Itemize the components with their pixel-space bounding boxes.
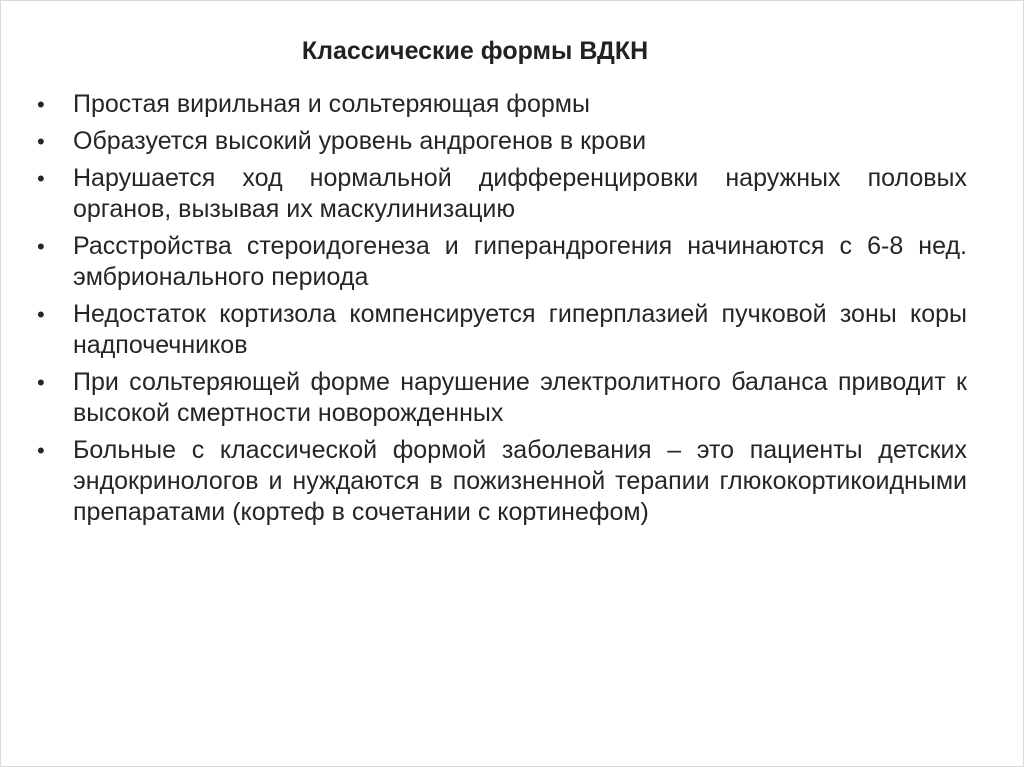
- slide-title: Классические формы ВДКН: [301, 37, 649, 65]
- bullet-item: [37, 126, 967, 157]
- bullet-dot-icon: •: [37, 166, 45, 191]
- bullet-item: [37, 299, 967, 361]
- bullet-text: При сольтеряющей форме нарушение электролитного баланса приводит к высокой смертности новорожденных: [73, 368, 967, 427]
- bullet-text: Простая вирильная и сольтеряющая формы: [73, 90, 590, 118]
- bullet-dot-icon: •: [37, 438, 45, 463]
- bullet-text: Больные с классической формой заболевания – это пациенты детских эндокринологов и нуждаются в пожизненной терапии глюкокортикоидными препаратами (кортеф в сочетании с кортинефом): [73, 436, 967, 526]
- bullet-list: [37, 89, 967, 534]
- bullet-dot-icon: •: [37, 234, 45, 259]
- bullet-text: Недостаток кортизола компенсируется гиперплазией пучковой зоны коры надпочечников: [73, 300, 967, 359]
- bullet-dot-icon: •: [37, 302, 45, 327]
- bullet-item: [37, 367, 967, 429]
- bullet-item: [37, 231, 967, 293]
- bullet-item: [37, 89, 967, 120]
- bullet-item: [37, 435, 967, 528]
- bullet-text: Образуется высокий уровень андрогенов в крови: [73, 127, 647, 155]
- bullet-dot-icon: •: [37, 92, 45, 117]
- bullet-text: Нарушается ход нормальной дифференцировки наружных половых органов, вызывая их маскулинизацию: [73, 164, 967, 223]
- bullet-item: [37, 163, 967, 225]
- bullet-dot-icon: •: [37, 370, 45, 395]
- bullet-text: Расстройства стероидогенеза и гиперандрогения начинаются с 6-8 нед. эмбрионального периода: [73, 232, 967, 291]
- bullet-dot-icon: •: [37, 129, 45, 154]
